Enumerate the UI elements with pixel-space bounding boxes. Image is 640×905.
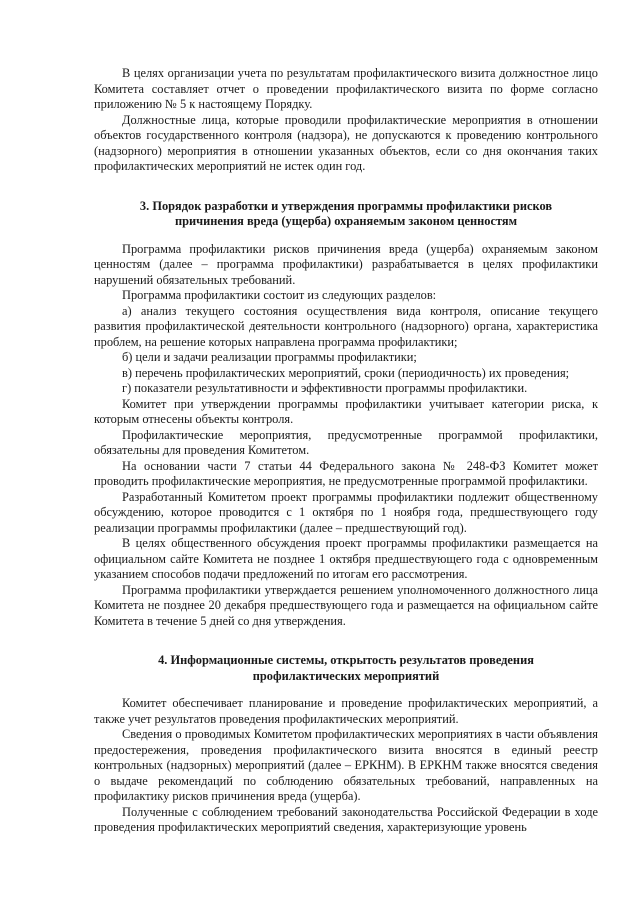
list-item: г) показатели результативности и эффективности программы профилактики. (122, 381, 528, 395)
paragraph: Должностные лица, которые проводили профилактические мероприятия в отношении объектов государственного контроля (надзора), не допускаются к проведению контрольного (надзорного) мероприятия в отношении указанных объектов, если со дня окончания таких профилактических мероприятий не истек один год. (94, 112, 598, 173)
paragraph: Сведения о проводимых Комитетом профилактических мероприятиях в части объявления предостережения, проведения профилактического визита вносятся в единый реестр контрольных (надзорных) мероприятий (далее – ЕРКНМ). В ЕРКНМ также вносятся сведения о выдаче рекомендаций по соблюдению обязательных требований, направленных на профилактику рисков причинения вреда (ущерба). (94, 727, 598, 803)
section-3-heading-line-1: 3. Порядок разработки и утверждения программы профилактики рисков (139, 198, 553, 213)
paragraph: Программа профилактики утверждается решением уполномоченного должностного лица Комитета не позднее 20 декабря предшествующего года и размещается на официальном сайте Комитета в течение 5 дней со дня утверждения. (94, 582, 598, 628)
paragraph: В целях общественного обсуждения проект программы профилактики размещается на официальном сайте Комитета не позднее 1 октября предшествующего года с одновременным указанием способов подачи предложений по итогам его рассмотрения. (94, 536, 598, 581)
section-4-heading-line-2: профилактических мероприятий (252, 668, 440, 683)
paragraph: Программа профилактики состоит из следующих разделов: (122, 288, 437, 302)
list-item: б) цели и задачи реализации программы профилактики; (122, 350, 417, 364)
paragraph: Профилактические мероприятия, предусмотренные программой профилактики, обязательны для проведения Комитетом. (94, 427, 598, 457)
section-3-heading-line-2: причинения вреда (ущерба) охраняемым законом ценностям (174, 214, 518, 228)
section-4-heading-line-1: 4. Информационные системы, открытость результатов проведения (158, 653, 534, 667)
paragraph: В целях организации учета по результатам профилактического визита должностное лицо Комитета составляет отчет о проведении профилактического визита по форме согласно приложению № 5 к настоящему Порядку. (94, 66, 598, 111)
paragraph: Разработанный Комитетом проект программы профилактики подлежит общественному обсуждению, которое проводится с 1 октября по 1 ноября года, предшествующего году реализации программы профилактики (далее – предшествующий год). (94, 489, 598, 535)
section-3-heading (114, 199, 578, 230)
paragraph: Полученные с соблюдением требований законодательства Российской Федерации в ходе проведения профилактических мероприятий сведения, характеризующие уровень (94, 804, 598, 834)
paragraph: Программа профилактики рисков причинения вреда (ущерба) охраняемым законом ценностям (далее – программа профилактики) разрабатывается в целях профилактики нарушений обязательных требований. (94, 241, 598, 287)
section-4-heading (114, 653, 578, 684)
list-item: а) анализ текущего состояния осуществления вида контроля, описание текущего развития профилактической деятельности контрольного (надзорного) органа, характеристика проблем, на решение которых направлена программа профилактики; (94, 303, 598, 349)
paragraph: Комитет при утверждении программы профилактики учитывает категории риска, к которым отнесены объекты контроля. (94, 396, 598, 426)
paragraph: Комитет обеспечивает планирование и проведение профилактических мероприятий, а также учет результатов проведения профилактических мероприятий. (94, 696, 598, 726)
paragraph: На основании части 7 статьи 44 Федерального закона № 248-ФЗ Комитет может проводить профилактические мероприятия, не предусмотренные программой профилактики. (94, 458, 598, 488)
list-item: в) перечень профилактических мероприятий, сроки (периодичность) их проведения; (122, 365, 570, 380)
